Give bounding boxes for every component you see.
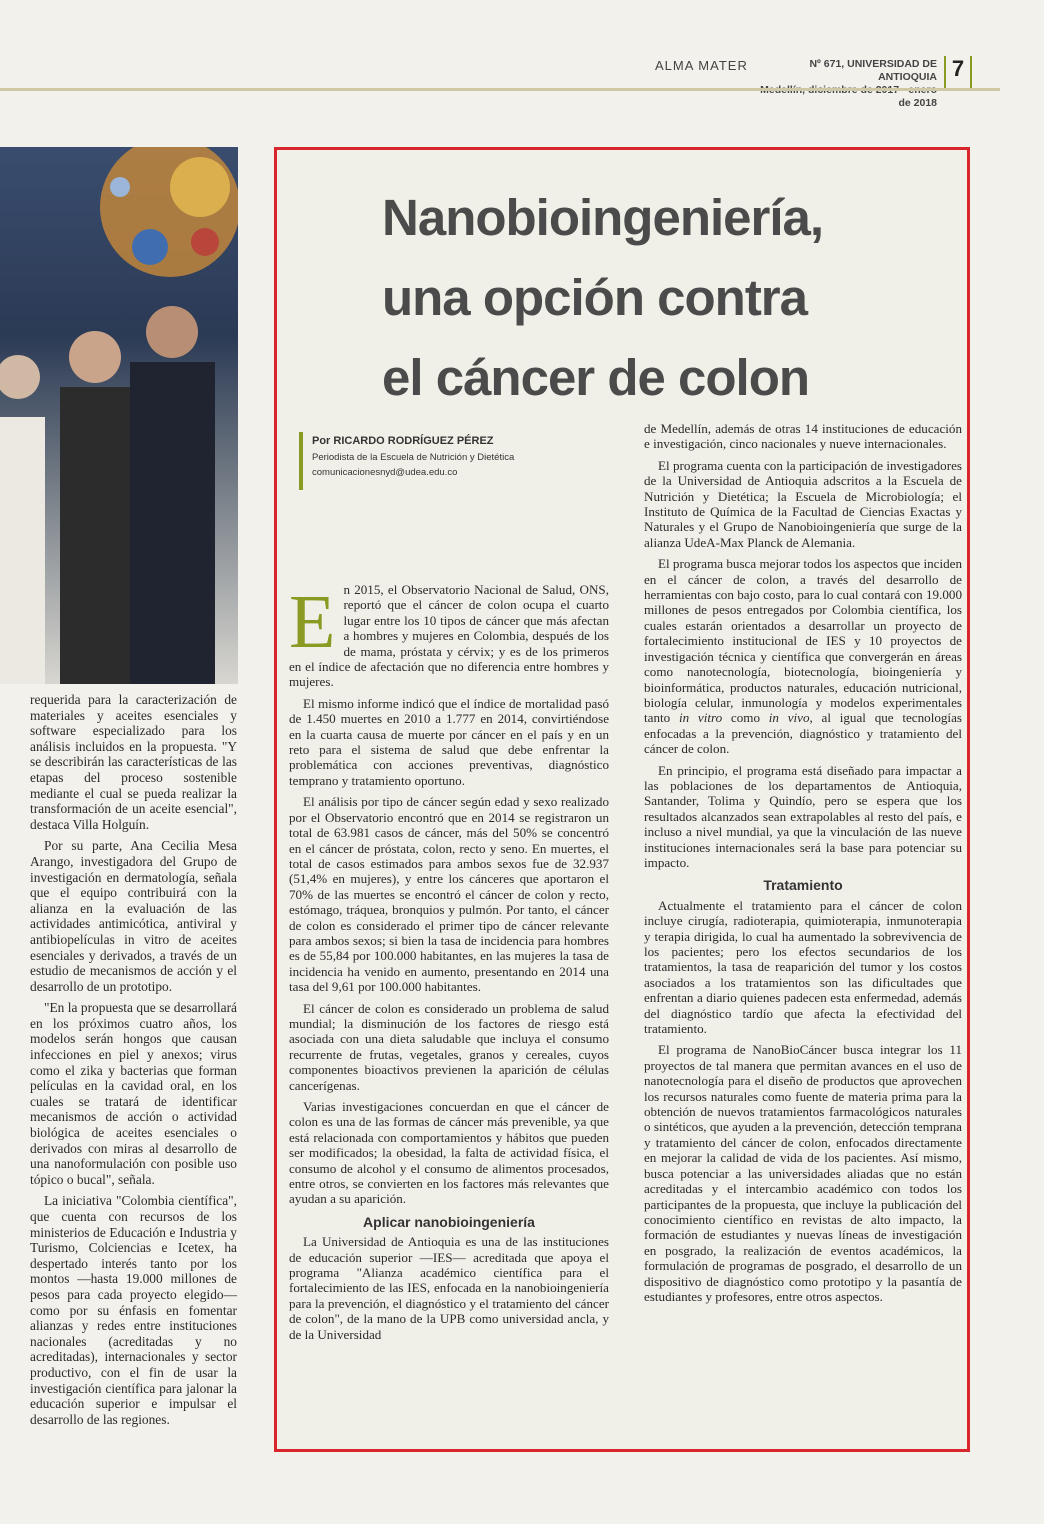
article-column-2 <box>644 421 962 1310</box>
left-column-continued-article <box>30 692 237 1433</box>
article-paragraph: La Universidad de Antioquia es una de las instituciones de educación superior —IES— acreditada que apoya el programa "Alianza académico científica para el fortalecimiento de las IES, enfocada en la nanobioingeniería para la prevención, el diagnóstico y el tratamiento del cáncer de colon", de la mano de la UPB como universidad ancla, y de la Universidad <box>289 1234 609 1342</box>
article-paragraph: de Medellín, además de otras 14 instituciones de educación e investigación, cinco nacionales y nueve internacionales. <box>644 421 962 452</box>
article-paragraph: Varias investigaciones concuerdan en que el cáncer de colon es una de las formas de cáncer más prevenible, ya que está relacionada con comportamientos y hábitos que pueden ser modificados; la obesidad, la falta de actividad física, el consumo de alcohol y el consumo de alimentos procesados, entre otros, se convierten en los factores más relevantes que ayudan a su aparición. <box>289 1099 609 1207</box>
article-paragraph: En principio, el programa está diseñado para impactar a las poblaciones de los departamentos de Antioquia, Santander, Tolima y Quindío, pero se espera que los resultados alcanzados sean extrapolables al resto del país, e incluso a nivel mundial, ya que la vinculación de las nueve instituciones internacionales será la base para potenciar su impacto. <box>644 762 962 870</box>
event-photo <box>0 147 238 684</box>
left-paragraph: Por su parte, Ana Cecilia Mesa Arango, investigadora del Grupo de investigación en dermatología, señala que el equipo contribuirá con la alianza en la evaluación de las actividades antimicótica, antiviral y antibiopelículas in vitro de aceites esenciales y derivados, a través de un estudio de mecanismos de acción y el desarrollo de un prototipo. <box>30 838 237 994</box>
left-paragraph: "En la propuesta que se desarrollará en los próximos cuatro años, los modelos serán hongos que causan infecciones en piel y anexos; virus como el zika y bacterias que forman películas en la cavidad oral, en los cuales se tratará de identificar mecanismos de acción o actividad biológica de aceites esenciales o derivados con miras al desarrollo de una nanoformulación con posible uso tópico o bucal", señala. <box>30 1000 237 1187</box>
drop-cap: E <box>289 580 336 664</box>
article-paragraph: El cáncer de colon es considerado un problema de salud mundial; la disminución de los factores de riesgo está asociada con una dieta saludable que incluya el consumo recurrente de frutas, vegetales, granos y cereales, cuyos componentes bioactivos previenen la aparición de células cancerígenas. <box>289 1000 609 1093</box>
left-paragraph: La iniciativa "Colombia científica", que cuenta con recursos de los ministerios de Educación e Industria y Turismo, Colciencias e Icetex, ha despertado interés tanto por los montos —hasta 19.000 millones de pesos para cada proyecto elegido— como por su énfasis en fomentar alianzas y redes entre instituciones nacionales (acreditadas y no acreditadas), internacionales y sector productivo, con el fin de usar la investigación científica para jalonar la educación superior e impulsar el desarrollo de las regiones. <box>30 1193 237 1427</box>
article-paragraph: El análisis por tipo de cáncer según edad y sexo realizado por el Observatorio encontró que en 2014 se registraron un total de 63.981 casos de cáncer, más del 50% se concentró en el cáncer de próstata, colon, recto y seno. En muertes, el total de casos estimados para ambos sexos fue de 32.937 (51,4% en mujeres), y entre los cánceres que aportaron el 70% de las muertes se encontró el cáncer de colon y recto, estómago, tráquea, bronquios y pulmón. Por tanto, el cáncer de colon es considerado el primer tipo de cáncer relevante para ambos sexos; si bien la tasa de incidencia para hombres es de 55,84 por 100.000 habitantes, en las mujeres la tasa de incidencia ha venido en aumento, presentando en 2014 una tasa del 9,61 por 100.000 habitantes. <box>289 794 609 995</box>
section-heading: Aplicar nanobioingeniería <box>363 1213 535 1230</box>
header-rule <box>0 88 1000 91</box>
highlighted-article <box>274 147 970 1452</box>
article-title <box>382 178 902 418</box>
article-paragraph: El programa de NanoBioCáncer busca integrar los 11 proyectos de tal manera que permitan avances en el uso de nanotecnología para el diseño de productos que aprovechen los recursos naturales como fuente de materia prima para la obtención de nuevos tratamientos farmacológicos naturales o sintéticos, que ayuden a la prevención, detección temprana y tratamiento del cáncer de colon, enfocados directamente en mejorar la calidad de vida de los pacientes. Así mismo, busca potenciar a las universidades aliadas que no están acreditadas y el intercambio académico con todos los participantes de la propuesta, que incluye la publicación del conocimiento científico en revistas de alto impacto, la formación de estudiantes y nuevas líneas de investigación en posgrado, la realización de eventos académicos, la formulación de programas de posgrado, el desarrollo de un dispositivo de diagnóstico como prototipo y la pasantía de estudiantes y profesores, entre otros aspectos. <box>644 1042 962 1304</box>
section-heading: Tratamiento <box>763 877 843 894</box>
event-photo-illustration <box>0 147 238 684</box>
byline-author: Por RICARDO RODRÍGUEZ PÉREZ <box>312 435 494 447</box>
title-line: una opción contra <box>382 269 808 326</box>
article-paragraph: En 2015, el Observatorio Nacional de Salud, ONS, reportó que el cáncer de colon ocupa el cuarto lugar entre los 10 tipos de cáncer que más afectan a hombres y mujeres en Colombia, después de los de mama, próstata y cérvix; y es de los primeros en el índice de afectación que no diferencia entre hombres y mujeres. <box>289 580 609 690</box>
title-line: Nanobioingeniería, <box>382 189 824 246</box>
page-number: 7 <box>944 56 972 88</box>
title-line: el cáncer de colon <box>382 349 810 406</box>
article-paragraph: Actualmente el tratamiento para el cáncer de colon incluye cirugía, radioterapia, quimioterapia, inmunoterapia y terapia dirigida, lo cual ha aumentado la sobrevivencia de los pacientes; pero los efectos secundarios de los tratamientos, la tasa de reaparición del tumor y los costos asociados a los tratamientos son las dificultades que enfrentan a diario quienes padecen esta enfermedad, además del diagnóstico tardío que afecta la efectividad del tratamiento. <box>644 897 962 1037</box>
page-header <box>0 0 1044 109</box>
issue-info <box>757 58 937 110</box>
publication-brand: ALMA MATER <box>655 58 748 73</box>
issue-line-2: de 2018 <box>898 97 937 109</box>
byline-email[interactable]: comunicacionesnyd@udea.edu.co <box>312 467 458 478</box>
article-paragraph: El mismo informe indicó que el índice de mortalidad pasó de 1.450 muertes en 2010 a 1.777 en 2014, convirtiéndose en la cuarta causa de muerte por cáncer en el país y en un reto para el sistema de salud que debe enfrentar la problemática con acciones preventivas, diagnóstico temprano y tratamiento oportuno. <box>289 695 609 788</box>
byline-role: Periodista de la Escuela de Nutrición y Dietética <box>312 452 515 463</box>
article-column-1 <box>289 582 609 1348</box>
left-paragraph: requerida para la caracterización de materiales y aceites esenciales y software especializado para los análisis incluidos en la propuesta. "Y se describirán las características de las etapas del proceso sostenible mediante el cual se pueda realizar la transformación de un aceite esencial", destaca Villa Holguín. <box>30 692 237 832</box>
article-paragraph: El programa cuenta con la participación de investigadores de la Universidad de Antioquia adscritos a la Escuela de Nutrición y Dietética; la Escuela de Microbiología; el Instituto de Química de la Facultad de Ciencias Exactas y Naturales y el Grupo de Nanobioingeniería que surge de la alianza UdeA-Max Planck de Alemania. <box>644 457 962 550</box>
byline <box>299 432 602 490</box>
article-paragraph: El programa busca mejorar todos los aspectos que inciden en el cáncer de colon, a través del desarrollo de herramientas con bajo costo, para lo cual contará con 19.000 millones de pesos entregados por Colombia científica, los cuales estarán orientados a desarrollar un proyecto de fortalecimiento institucional de IES y 10 proyectos de investigación técnica y científica que convergerán en áreas como nanotecnología, biotecnología, bioingeniería y bioinformática, productos naturales, educación nutricional, biología celular, inmunología y modelos experimentales tanto in vitro como in vivo, al igual que tecnologías enfocadas a la prevención, diagnóstico y tratamiento del cáncer de colon. <box>644 556 962 757</box>
issue-line-1: Nº 671, UNIVERSIDAD DE ANTIOQUIA <box>809 58 937 83</box>
